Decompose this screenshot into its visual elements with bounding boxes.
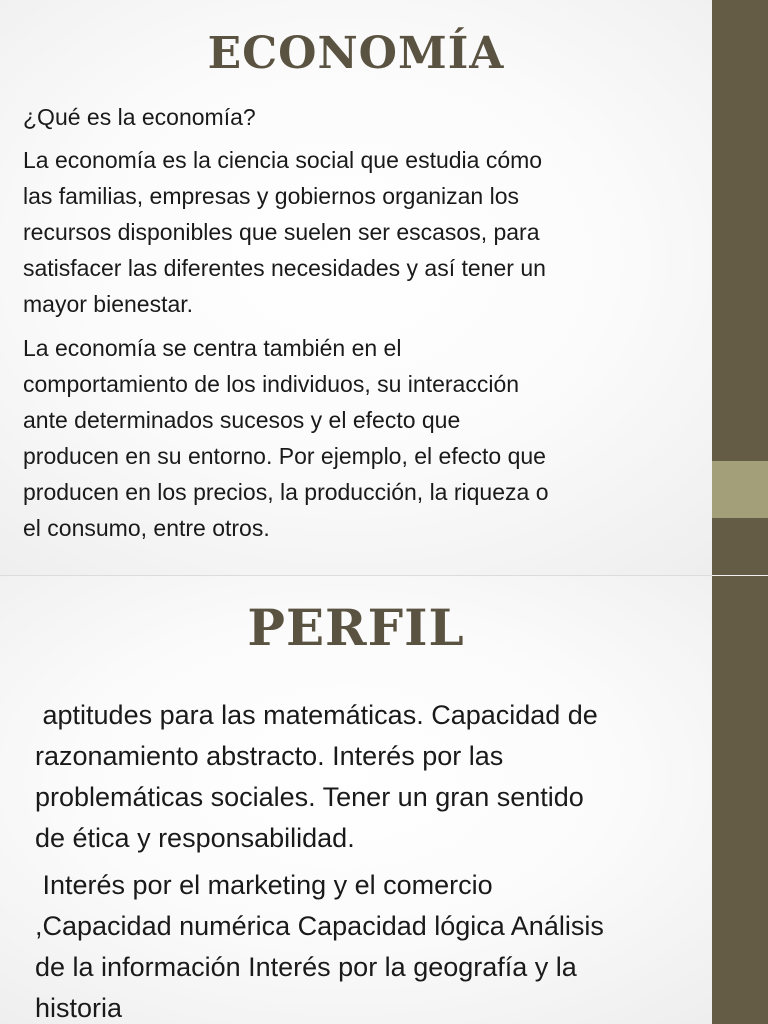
focus-paragraph bbox=[23, 330, 695, 546]
text-line: historia bbox=[35, 993, 123, 1023]
text-line: mayor bienestar. bbox=[23, 291, 194, 317]
text-line: La economía se centra también en el bbox=[23, 335, 402, 361]
text-line: Interés por el marketing y el comercio bbox=[35, 870, 493, 900]
side-bar-accent bbox=[712, 461, 768, 518]
text-line: de ética y responsabilidad. bbox=[35, 823, 355, 853]
text-line: de la información Interés por la geografía y la bbox=[35, 952, 577, 982]
side-bar bbox=[712, 576, 768, 1024]
slide-title: PERFIL bbox=[247, 598, 465, 657]
text-line: ante determinados sucesos y el efecto que bbox=[23, 407, 461, 433]
text-line: las familias, empresas y gobiernos organizan los bbox=[23, 183, 520, 209]
text-line: razonamiento abstracto. Interés por las bbox=[35, 741, 504, 771]
text-line: comportamiento de los individuos, su interacción bbox=[23, 371, 520, 397]
slide-title: ECONOMÍA bbox=[207, 28, 505, 79]
text-line: ,Capacidad numérica Capacidad lógica Análisis bbox=[35, 911, 604, 941]
text-line: recursos disponibles que suelen ser escasos, para bbox=[23, 219, 540, 245]
text-line: aptitudes para las matemáticas. Capacidad de bbox=[35, 700, 598, 730]
aptitudes-paragraph bbox=[35, 695, 695, 859]
slide-perfil bbox=[0, 576, 768, 1024]
text-line: producen en los precios, la producción, la riqueza o bbox=[23, 479, 549, 505]
text-line: La economía es la ciencia social que estudia cómo bbox=[23, 147, 543, 173]
question-heading: ¿Qué es la economía? bbox=[23, 104, 256, 130]
definition-paragraph bbox=[23, 142, 695, 322]
interests-paragraph bbox=[35, 865, 695, 1024]
text-line: producen en su entorno. Por ejemplo, el efecto que bbox=[23, 443, 546, 469]
text-line: satisfacer las diferentes necesidades y así tener un bbox=[23, 255, 546, 281]
text-line: problemáticas sociales. Tener un gran sentido bbox=[35, 782, 584, 812]
text-line: el consumo, entre otros. bbox=[23, 515, 270, 541]
